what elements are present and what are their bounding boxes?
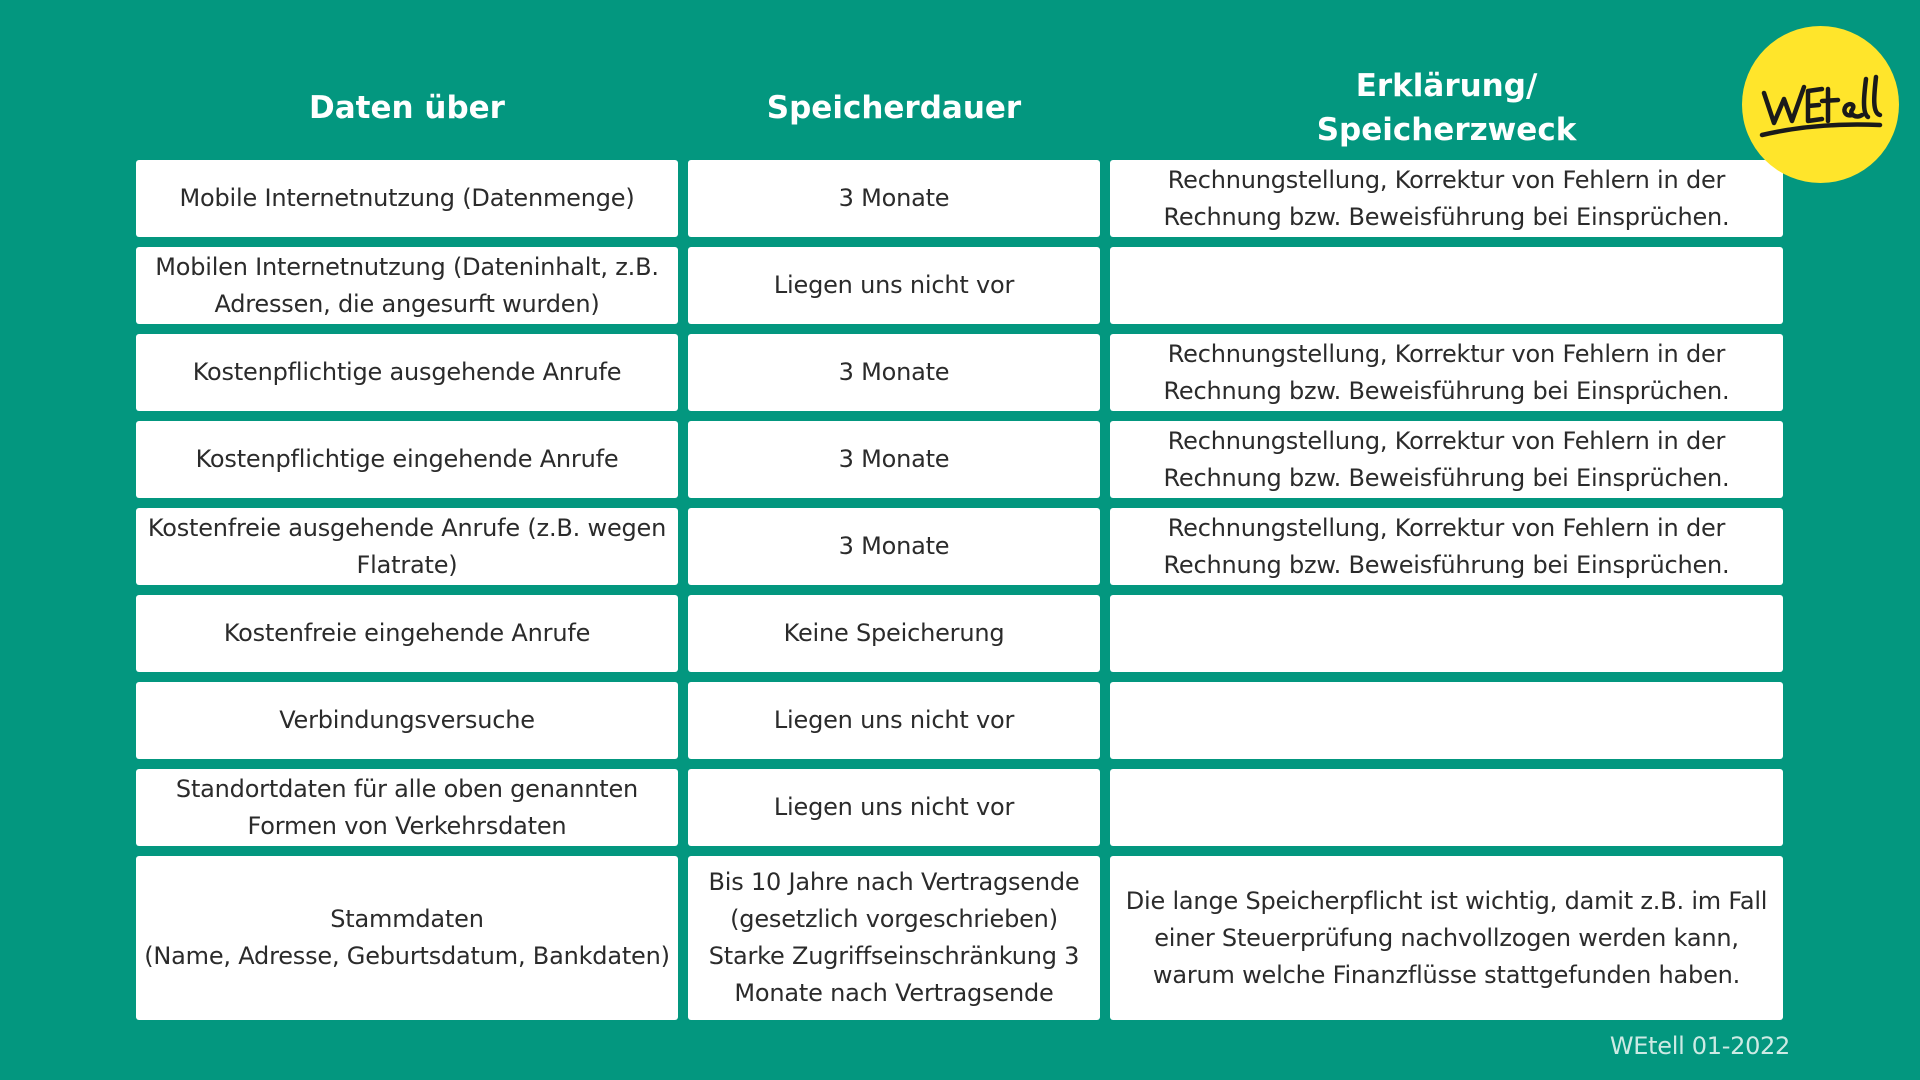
cell-purpose [1110, 682, 1783, 759]
cell-purpose: Rechnungstellung, Korrektur von Fehlern in der Rechnung bzw. Beweisführung bei Einsprüchen. [1110, 421, 1783, 498]
wetell-logo-mark [1756, 65, 1886, 145]
cell-purpose: Die lange Speicherpflicht ist wichtig, damit z.B. im Fall einer Steuerprüfung nachvollzogen werden kann, warum welche Finanzflüsse stattgefunden haben. [1110, 856, 1783, 1020]
cell-purpose: Rechnungstellung, Korrektur von Fehlern in der Rechnung bzw. Beweisführung bei Einsprüchen. [1110, 508, 1783, 585]
cell-duration: Keine Speicherung [688, 595, 1100, 672]
cell-purpose: Rechnungstellung, Korrektur von Fehlern in der Rechnung bzw. Beweisführung bei Einsprüchen. [1110, 334, 1783, 411]
header-data-about: Daten über [309, 90, 505, 126]
cell-duration: Liegen uns nicht vor [688, 247, 1100, 324]
table-header [136, 60, 1783, 156]
cell-data: Standortdaten für alle oben genannten Formen von Verkehrsdaten [136, 769, 678, 846]
cell-data: Verbindungsversuche [136, 682, 678, 759]
cell-duration: Liegen uns nicht vor [688, 769, 1100, 846]
cell-purpose [1110, 595, 1783, 672]
cell-duration: 3 Monate [688, 508, 1100, 585]
cell-duration: 3 Monate [688, 334, 1100, 411]
table-row [136, 856, 1783, 1020]
table-row [136, 247, 1783, 324]
cell-duration: 3 Monate [688, 160, 1100, 237]
cell-data: Mobile Internetnutzung (Datenmenge) [136, 160, 678, 237]
cell-data: Kostenfreie ausgehende Anrufe (z.B. wegen Flatrate) [136, 508, 678, 585]
table-row [136, 595, 1783, 672]
cell-data: Kostenfreie eingehende Anrufe [136, 595, 678, 672]
table-row [136, 508, 1783, 585]
cell-data: Mobilen Internetnutzung (Dateninhalt, z.B. Adressen, die angesurft wurden) [136, 247, 678, 324]
table-row [136, 769, 1783, 846]
cell-data: Kostenpflichtige ausgehende Anrufe [136, 334, 678, 411]
cell-purpose: Rechnungstellung, Korrektur von Fehlern in der Rechnung bzw. Beweisführung bei Einsprüchen. [1110, 160, 1783, 237]
footer-credit: WEtell 01-2022 [1609, 1032, 1790, 1060]
cell-purpose [1110, 247, 1783, 324]
header-storage-duration: Speicherdauer [766, 90, 1022, 126]
table-row [136, 682, 1783, 759]
cell-data: Kostenpflichtige eingehende Anrufe [136, 421, 678, 498]
table-row [136, 421, 1783, 498]
header-explanation: Erklärung/ Speicherzweck [1316, 68, 1577, 148]
table-row [136, 334, 1783, 411]
wetell-logo [1742, 26, 1899, 183]
cell-purpose [1110, 769, 1783, 846]
data-table [136, 160, 1783, 1020]
cell-duration: Bis 10 Jahre nach Vertragsende (gesetzlich vorgeschrieben) Starke Zugriffseinschränkung 3 Monate nach Vertragsende [688, 856, 1100, 1020]
table-row [136, 160, 1783, 237]
cell-data: Stammdaten (Name, Adresse, Geburtsdatum, Bankdaten) [136, 856, 678, 1020]
cell-duration: Liegen uns nicht vor [688, 682, 1100, 759]
cell-duration: 3 Monate [688, 421, 1100, 498]
